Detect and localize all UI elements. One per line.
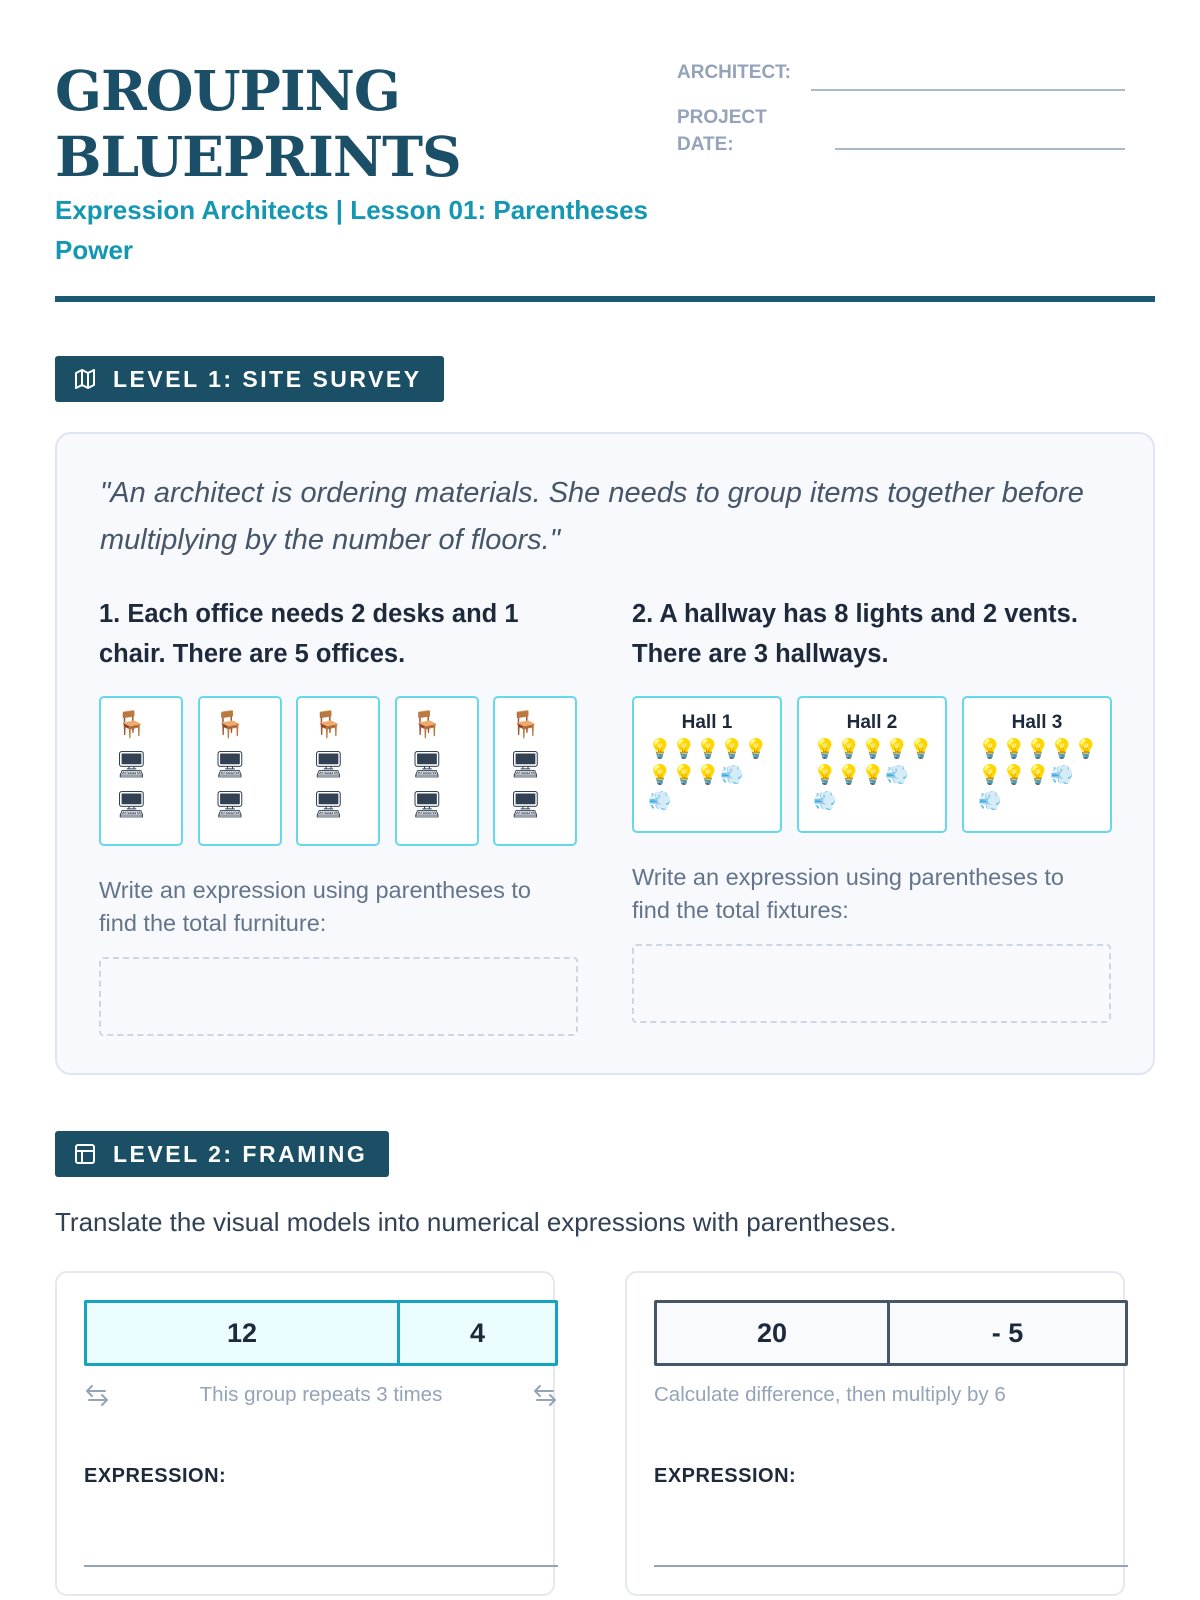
level-2-tag-label: LEVEL 2: FRAMING — [113, 1140, 368, 1167]
lightbulb-icon: 💡 — [1026, 764, 1050, 786]
bar-segment: - 5 — [991, 1317, 1024, 1348]
lightbulb-icon: 💡 — [813, 738, 837, 760]
lightbulb-icon: 💡 — [861, 738, 885, 760]
site-survey-panel — [55, 432, 1155, 1075]
desk-icon: 🖥 — [213, 750, 247, 780]
vent-icon: 💨 — [720, 764, 744, 786]
lightbulb-icon: 💡 — [696, 738, 720, 760]
hall-card — [632, 696, 782, 833]
page-subtitle: Expression Architects | Lesson 01: Parentheses Power — [55, 195, 648, 265]
question-2-text: 2. A hallway has 8 lights and 2 vents. There are 3 hallways. — [632, 600, 1078, 668]
expression-label: EXPRESSION: — [84, 1465, 227, 1487]
office-card — [99, 696, 183, 846]
bar-segment: 4 — [469, 1317, 486, 1348]
architect-label: ARCHITECT: — [677, 62, 791, 83]
lightbulb-icon: 💡 — [837, 764, 861, 786]
title-line-2: BLUEPRINTS — [55, 124, 461, 189]
frame-card-1 — [55, 1271, 555, 1596]
lightbulb-icon: 💡 — [1050, 738, 1074, 760]
lightbulb-icon: 💡 — [909, 738, 933, 760]
lightbulb-icon: 💡 — [648, 738, 672, 760]
vent-icon: 💨 — [885, 764, 909, 786]
lightbulb-icon: 💡 — [837, 738, 861, 760]
chair-icon: 🪑 — [312, 710, 345, 740]
hall-card — [797, 696, 947, 833]
lightbulb-icon: 💡 — [696, 764, 720, 786]
bar-segment: 12 — [87, 1303, 400, 1363]
lightbulb-icon: 💡 — [861, 764, 885, 786]
desk-icon: 🖥 — [115, 790, 149, 820]
hall-label: Hall 1 — [681, 712, 733, 733]
expression-label: EXPRESSION: — [654, 1465, 797, 1487]
lightbulb-icon: 💡 — [1026, 738, 1050, 760]
bar-model-1 — [84, 1300, 558, 1366]
title-line-1: GROUPING — [55, 58, 400, 123]
office-card — [395, 696, 479, 846]
lightbulb-icon: 💡 — [978, 738, 1002, 760]
chair-icon: 🪑 — [115, 710, 148, 740]
page-title — [55, 58, 705, 190]
map-icon — [73, 367, 97, 391]
lightbulb-icon: 💡 — [978, 764, 1002, 786]
lightbulb-icon: 💡 — [1002, 764, 1026, 786]
project-date-label-line-1: PROJECT — [677, 107, 767, 128]
hall-label: Hall 3 — [1011, 712, 1063, 733]
frame-card-2 — [625, 1271, 1125, 1596]
question-1-answer-box[interactable] — [99, 957, 578, 1036]
worksheet-page — [55, 0, 1155, 1600]
architect-name-field[interactable] — [811, 89, 1125, 91]
desk-icon: 🖥 — [312, 790, 346, 820]
bar-model-2 — [654, 1300, 1128, 1366]
lightbulb-icon: 💡 — [885, 738, 909, 760]
question-2-prompt: Write an expression using parentheses to find the total fixtures: — [632, 864, 1064, 923]
office-card — [493, 696, 577, 846]
vent-icon: 💨 — [648, 790, 672, 812]
lightbulb-icon: 💡 — [672, 764, 696, 786]
lightbulb-icon: 💡 — [1074, 738, 1098, 760]
office-card — [296, 696, 380, 846]
hall-card — [962, 696, 1112, 833]
lightbulb-icon: 💡 — [744, 738, 768, 760]
bar-segment: 20 — [657, 1303, 890, 1363]
layout-icon — [73, 1142, 97, 1166]
desk-icon: 🖥 — [115, 750, 149, 780]
lightbulb-icon: 💡 — [1002, 738, 1026, 760]
lightbulb-icon: 💡 — [648, 764, 672, 786]
question-1-prompt: Write an expression using parentheses to find the total furniture: — [99, 877, 531, 936]
level-1-tag — [55, 356, 444, 402]
header-divider — [55, 296, 1155, 302]
desk-icon: 🖥 — [509, 790, 543, 820]
scenario-quote: "An architect is ordering materials. She needs to group items together before multiplying by the number of floors." — [100, 477, 1084, 556]
vent-icon: 💨 — [813, 790, 837, 812]
desk-icon: 🖥 — [312, 750, 346, 780]
lightbulb-icon: 💡 — [813, 764, 837, 786]
project-date-field[interactable] — [835, 148, 1125, 150]
hall-label: Hall 2 — [846, 712, 898, 733]
bar-model-1-caption: This group repeats 3 times — [199, 1383, 443, 1406]
level-1-tag-label: LEVEL 1: SITE SURVEY — [113, 365, 422, 392]
chair-icon: 🪑 — [410, 710, 443, 740]
project-date-label — [677, 104, 767, 158]
lightbulb-icon: 💡 — [672, 738, 696, 760]
question-1-text: 1. Each office needs 2 desks and 1 chair. There are 5 offices. — [99, 600, 519, 668]
level-2-tag — [55, 1131, 389, 1177]
project-date-label-line-2: DATE: — [677, 134, 734, 155]
chair-icon: 🪑 — [509, 710, 542, 740]
vent-icon: 💨 — [1050, 764, 1074, 786]
desk-icon: 🖥 — [213, 790, 247, 820]
vent-icon: 💨 — [978, 790, 1002, 812]
expression-2-answer-line[interactable] — [654, 1565, 1128, 1567]
chair-icon: 🪑 — [213, 710, 246, 740]
swap-arrows-icon — [532, 1383, 558, 1407]
level-2-instructions: Translate the visual models into numerical expressions with parentheses. — [55, 1207, 897, 1237]
desk-icon: 🖥 — [410, 750, 444, 780]
lightbulb-icon: 💡 — [720, 738, 744, 760]
desk-icon: 🖥 — [410, 790, 444, 820]
expression-1-answer-line[interactable] — [84, 1565, 558, 1567]
bar-model-2-caption: Calculate difference, then multiply by 6 — [654, 1383, 1006, 1406]
desk-icon: 🖥 — [509, 750, 543, 780]
question-2-answer-box[interactable] — [632, 944, 1111, 1023]
office-card — [198, 696, 282, 846]
